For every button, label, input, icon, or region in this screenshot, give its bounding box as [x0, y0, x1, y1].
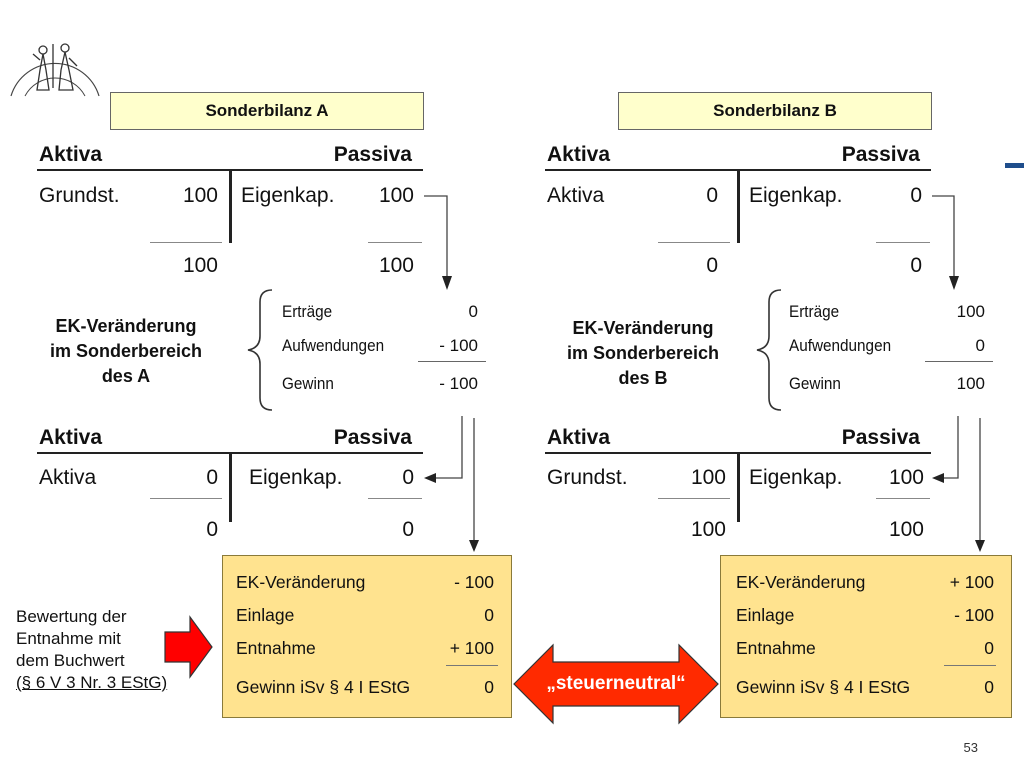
ek-row-value: - 100 [439, 336, 478, 355]
summary-value: + 100 [449, 638, 494, 658]
summary-label: EK-Veränderung [236, 572, 366, 592]
ek-row-value: 100 [956, 374, 985, 393]
summary-value: - 100 [954, 605, 994, 625]
debit-total: 0 [706, 254, 718, 277]
credit-item: Eigenkap. [749, 466, 843, 489]
aktiva-label: Aktiva [547, 426, 611, 449]
ek-veraenderung-title-b [543, 316, 743, 391]
ek-row-value: 0 [468, 302, 478, 321]
aktiva-label: Aktiva [39, 426, 103, 449]
credit-value: 0 [910, 184, 922, 207]
debit-item: Aktiva [39, 466, 97, 489]
ek-title-line: des B [618, 368, 668, 388]
passiva-label: Passiva [841, 143, 920, 166]
sum-line-debit [658, 242, 730, 243]
summary-label: Gewinn iSv § 4 I EStG [236, 677, 411, 697]
summary-value: 0 [484, 677, 494, 697]
ek-title-line: im Sonderbereich [566, 343, 720, 363]
t-account-divider [737, 169, 740, 243]
debit-value: 100 [690, 466, 726, 489]
debit-value: 100 [182, 184, 218, 207]
passiva-label: Passiva [841, 426, 920, 449]
credit-value: 0 [402, 466, 414, 489]
credit-total: 100 [378, 254, 414, 277]
ek-row-value: - 100 [439, 374, 478, 393]
summary-label: Entnahme [236, 638, 316, 658]
sonderbilanz-a-header: Sonderbilanz A [110, 92, 424, 130]
ek-row-label: Gewinn [282, 374, 334, 393]
debit-item: Grundst. [39, 184, 120, 207]
ek-row-label: Erträge [789, 302, 840, 321]
summary-value: 0 [484, 605, 494, 625]
sum-line-credit [876, 498, 930, 499]
credit-value: 100 [378, 184, 414, 207]
credit-total: 0 [910, 254, 922, 277]
ek-title-line: EK-Veränderung [55, 316, 197, 336]
summary-value: 0 [984, 638, 994, 658]
page-number: 53 [963, 740, 978, 755]
ek-row-label: Gewinn [789, 374, 841, 393]
debit-value: 0 [706, 184, 718, 207]
bewertung-line: Bewertung der [16, 607, 127, 626]
aktiva-label: Aktiva [39, 143, 103, 166]
summary-sum-line [944, 665, 996, 666]
ek-row-value: 0 [975, 336, 985, 355]
credit-item: Eigenkap. [241, 184, 335, 207]
summary-label: Einlage [236, 605, 295, 625]
debit-total: 0 [206, 518, 218, 541]
summary-label: Gewinn iSv § 4 I EStG [736, 677, 911, 697]
ek-sum-line [925, 361, 993, 362]
credit-total: 0 [402, 518, 414, 541]
ek-row-label: Aufwendungen [282, 336, 385, 355]
bewertung-note [16, 606, 167, 694]
summary-label: Einlage [736, 605, 795, 625]
debit-item: Aktiva [547, 184, 605, 207]
summary-sum-line [446, 665, 498, 666]
debit-item: Grundst. [547, 466, 628, 489]
ek-row-label: Erträge [282, 302, 333, 321]
credit-item: Eigenkap. [749, 184, 843, 207]
credit-total: 100 [888, 518, 924, 541]
ek-title-line: EK-Veränderung [572, 318, 714, 338]
ek-title-line: im Sonderbereich [49, 341, 203, 361]
ek-title-line: des A [101, 366, 151, 386]
steuerneutral-label: „steuerneutral“ [546, 673, 686, 694]
summary-value: - 100 [454, 572, 494, 592]
t-account-divider [737, 452, 740, 522]
sum-line-debit [658, 498, 730, 499]
summary-label: EK-Veränderung [736, 572, 866, 592]
passiva-label: Passiva [333, 143, 412, 166]
passiva-label: Passiva [333, 426, 412, 449]
bewertung-line: Entnahme mit [16, 629, 121, 648]
aktiva-label: Aktiva [547, 143, 611, 166]
summary-value: 0 [984, 677, 994, 697]
sonderbilanz-b-header: Sonderbilanz B [618, 92, 932, 130]
credit-value: 100 [888, 466, 924, 489]
red-arrow-right-icon [164, 616, 214, 678]
ek-row-label: Aufwendungen [789, 336, 892, 355]
sum-line-credit [876, 242, 930, 243]
credit-item: Eigenkap. [249, 466, 343, 489]
summary-label: Entnahme [736, 638, 816, 658]
bewertung-line: (§ 6 V 3 Nr. 3 EStG) [16, 673, 168, 692]
bewertung-line: dem Buchwert [16, 651, 125, 670]
curly-brace-b [753, 288, 783, 412]
debit-total: 100 [182, 254, 218, 277]
debit-total: 100 [690, 518, 726, 541]
ek-row-value: 100 [956, 302, 985, 321]
summary-value: + 100 [949, 572, 994, 592]
debit-value: 0 [206, 466, 218, 489]
